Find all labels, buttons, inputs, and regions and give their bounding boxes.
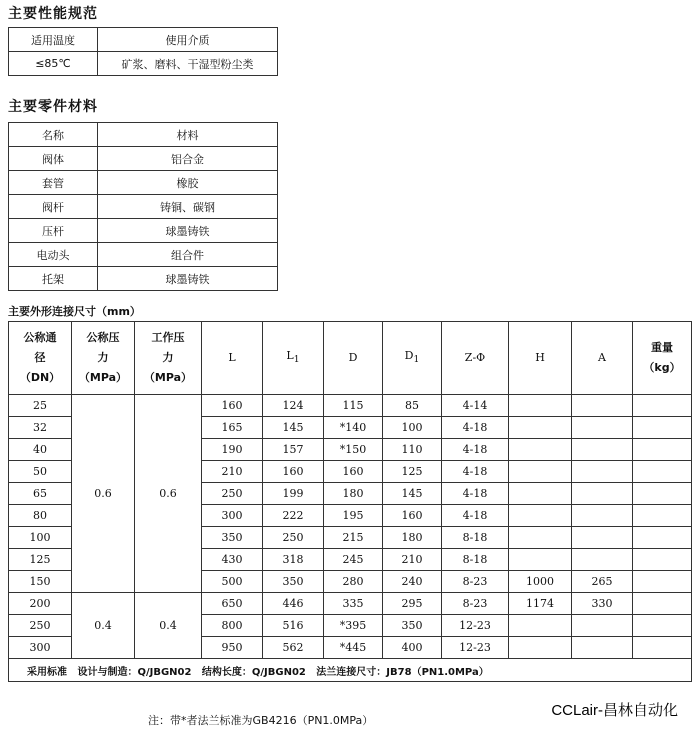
dn-cell: 50 (9, 461, 72, 483)
dn-cell: 65 (9, 483, 72, 505)
a-cell (572, 505, 633, 527)
d1-cell: 295 (383, 593, 442, 615)
header-h: H (509, 322, 572, 395)
d-cell: 245 (324, 549, 383, 571)
h-cell (509, 527, 572, 549)
z-cell: 8-23 (442, 593, 509, 615)
header-d1 (383, 322, 442, 395)
z-cell: 4-14 (442, 395, 509, 417)
l-cell: 160 (202, 395, 263, 417)
header-weight (633, 322, 692, 395)
z-cell: 8-18 (442, 549, 509, 571)
part-name-cell: 电动头 (9, 243, 98, 267)
header-line: （MPa） (143, 371, 193, 384)
l1-cell: 222 (263, 505, 324, 527)
d-cell: 335 (324, 593, 383, 615)
table-row (9, 171, 278, 195)
a-cell: 265 (572, 571, 633, 593)
a-cell (572, 439, 633, 461)
working-pressure-cell: 0.4 (135, 593, 202, 659)
table-row (9, 267, 278, 291)
table-row (9, 195, 278, 219)
material-cell: 橡胶 (98, 171, 278, 195)
header-cell: 适用温度 (9, 28, 98, 52)
weight-cell (633, 417, 692, 439)
z-cell: 4-18 (442, 483, 509, 505)
d-cell: 180 (324, 483, 383, 505)
l1-cell: 516 (263, 615, 324, 637)
dn-cell: 125 (9, 549, 72, 571)
header-d1-sub: 1 (413, 354, 420, 366)
dn-cell: 150 (9, 571, 72, 593)
watermark-text: CCLair-昌林自动化 (551, 702, 678, 719)
temperature-cell: ≤85℃ (9, 52, 98, 76)
header-line: 重量 (651, 341, 673, 354)
l-cell: 165 (202, 417, 263, 439)
d-cell: 195 (324, 505, 383, 527)
l-cell: 650 (202, 593, 263, 615)
l1-cell: 145 (263, 417, 324, 439)
header-line: 公称压 (86, 331, 120, 344)
z-cell: 12-23 (442, 615, 509, 637)
dn-cell: 40 (9, 439, 72, 461)
h-cell (509, 439, 572, 461)
weight-cell (633, 395, 692, 417)
weight-cell (633, 549, 692, 571)
d1-cell: 240 (383, 571, 442, 593)
dn-cell: 100 (9, 527, 72, 549)
header-a: A (572, 322, 633, 395)
l-cell: 250 (202, 483, 263, 505)
l1-cell: 318 (263, 549, 324, 571)
h-cell (509, 417, 572, 439)
material-cell: 组合件 (98, 243, 278, 267)
table-row (9, 52, 278, 76)
d-cell: 280 (324, 571, 383, 593)
header-line: 公称通 (23, 331, 57, 344)
nominal-pressure-cell: 0.6 (72, 395, 135, 593)
l1-cell: 199 (263, 483, 324, 505)
header-d: D (324, 322, 383, 395)
standards-text: 采用标准 设计与制造：Q/JBGN02 结构长度：Q/JBGN02 法兰连接尺寸：JB78（PN1.0MPa） (9, 659, 692, 682)
a-cell (572, 549, 633, 571)
l1-cell: 350 (263, 571, 324, 593)
part-name-cell: 压杆 (9, 219, 98, 243)
a-cell (572, 417, 633, 439)
z-cell: 4-18 (442, 439, 509, 461)
a-cell (572, 527, 633, 549)
header-l: L (202, 322, 263, 395)
h-cell (509, 461, 572, 483)
table-header-row (9, 123, 278, 147)
materials-title: 主要零件材料 (8, 99, 98, 115)
header-cell: 材料 (98, 123, 278, 147)
l1-cell: 124 (263, 395, 324, 417)
header-cell: 使用介质 (98, 28, 278, 52)
header-l1-main: L (286, 348, 294, 362)
d1-cell: 350 (383, 615, 442, 637)
dn-cell: 32 (9, 417, 72, 439)
dn-cell: 300 (9, 637, 72, 659)
part-name-cell: 阀体 (9, 147, 98, 171)
d1-cell: 400 (383, 637, 442, 659)
header-line: 工作压 (151, 331, 185, 344)
material-cell: 球墨铸铁 (98, 267, 278, 291)
l1-cell: 562 (263, 637, 324, 659)
h-cell (509, 549, 572, 571)
d-cell: *445 (324, 637, 383, 659)
weight-cell (633, 505, 692, 527)
d1-cell: 110 (383, 439, 442, 461)
h-cell (509, 637, 572, 659)
d1-cell: 210 (383, 549, 442, 571)
standards-row (9, 659, 692, 682)
h-cell (509, 483, 572, 505)
material-cell: 球墨铸铁 (98, 219, 278, 243)
z-cell: 4-18 (442, 505, 509, 527)
performance-table (8, 27, 278, 76)
h-cell: 1174 (509, 593, 572, 615)
z-cell: 8-18 (442, 527, 509, 549)
d1-cell: 85 (383, 395, 442, 417)
header-nominal-diameter (9, 322, 72, 395)
a-cell (572, 615, 633, 637)
weight-cell (633, 461, 692, 483)
working-pressure-cell: 0.6 (135, 395, 202, 593)
weight-cell (633, 483, 692, 505)
table-row (9, 593, 692, 615)
d-cell: 160 (324, 461, 383, 483)
dn-cell: 250 (9, 615, 72, 637)
header-d1-main: D (404, 348, 414, 362)
medium-cell: 矿浆、磨料、干湿型粉尘类 (98, 52, 278, 76)
l-cell: 350 (202, 527, 263, 549)
l-cell: 190 (202, 439, 263, 461)
dn-cell: 80 (9, 505, 72, 527)
l1-cell: 446 (263, 593, 324, 615)
part-name-cell: 阀杆 (9, 195, 98, 219)
dn-cell: 200 (9, 593, 72, 615)
weight-cell (633, 637, 692, 659)
a-cell (572, 637, 633, 659)
d-cell: *140 (324, 417, 383, 439)
d-cell: 115 (324, 395, 383, 417)
header-cell: 名称 (9, 123, 98, 147)
z-cell: 4-18 (442, 461, 509, 483)
header-nominal-pressure (72, 322, 135, 395)
l-cell: 430 (202, 549, 263, 571)
nominal-pressure-cell: 0.4 (72, 593, 135, 659)
z-cell: 4-18 (442, 417, 509, 439)
d1-cell: 145 (383, 483, 442, 505)
footnote: 注：带*者法兰标准为GB4216（PN1.0MPa） (148, 714, 374, 727)
a-cell (572, 395, 633, 417)
header-line: 径 (34, 351, 46, 364)
weight-cell (633, 593, 692, 615)
table-row (9, 243, 278, 267)
part-name-cell: 托架 (9, 267, 98, 291)
a-cell: 330 (572, 593, 633, 615)
header-l1 (263, 322, 324, 395)
d1-cell: 100 (383, 417, 442, 439)
d1-cell: 180 (383, 527, 442, 549)
z-cell: 12-23 (442, 637, 509, 659)
header-line: （kg） (643, 361, 681, 374)
material-cell: 铸铜、碳钢 (98, 195, 278, 219)
l1-cell: 157 (263, 439, 324, 461)
l-cell: 950 (202, 637, 263, 659)
h-cell: 1000 (509, 571, 572, 593)
materials-table (8, 122, 278, 291)
l1-cell: 160 (263, 461, 324, 483)
l-cell: 800 (202, 615, 263, 637)
l-cell: 500 (202, 571, 263, 593)
a-cell (572, 461, 633, 483)
table-row (9, 219, 278, 243)
material-cell: 铝合金 (98, 147, 278, 171)
header-line: 力 (97, 351, 109, 364)
dimensions-body (9, 395, 692, 659)
header-l1-sub: 1 (293, 354, 300, 366)
dn-cell: 25 (9, 395, 72, 417)
dimensions-title: 主要外形连接尺寸（mm） (8, 305, 141, 318)
header-z: Z-Φ (442, 322, 509, 395)
header-line: 力 (162, 351, 174, 364)
d-cell: 215 (324, 527, 383, 549)
l-cell: 210 (202, 461, 263, 483)
header-line: （DN） (19, 371, 61, 384)
part-name-cell: 套管 (9, 171, 98, 195)
h-cell (509, 395, 572, 417)
h-cell (509, 505, 572, 527)
dimensions-table (8, 321, 692, 682)
table-header-row (9, 322, 692, 395)
weight-cell (633, 527, 692, 549)
header-working-pressure (135, 322, 202, 395)
d-cell: *150 (324, 439, 383, 461)
a-cell (572, 483, 633, 505)
performance-title: 主要性能规范 (8, 6, 98, 22)
z-cell: 8-23 (442, 571, 509, 593)
header-line: （MPa） (78, 371, 128, 384)
h-cell (509, 615, 572, 637)
l1-cell: 250 (263, 527, 324, 549)
table-header-row (9, 28, 278, 52)
d-cell: *395 (324, 615, 383, 637)
weight-cell (633, 615, 692, 637)
weight-cell (633, 571, 692, 593)
d1-cell: 160 (383, 505, 442, 527)
d1-cell: 125 (383, 461, 442, 483)
l-cell: 300 (202, 505, 263, 527)
weight-cell (633, 439, 692, 461)
table-row (9, 395, 692, 417)
table-row (9, 147, 278, 171)
